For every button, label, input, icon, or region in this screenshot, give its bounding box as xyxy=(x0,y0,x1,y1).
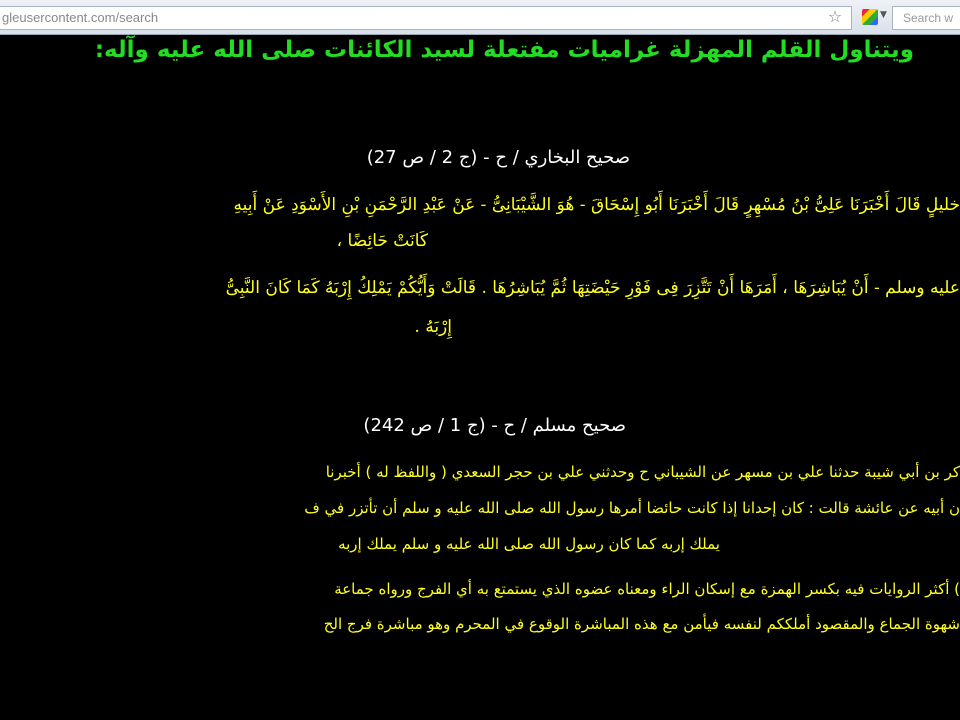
hadith-line: خليلٍ قَالَ أَخْبَرَنَا عَلِىُّ بْنُ مُسْهِرٍ قَالَ أَخْبَرَنَا أَبُو إِسْحَاقَ - هُوَ الشَّيْبَانِىُّ - عَنْ عَبْدِ الرَّحْمَنِ بْنِ الأَسْوَدِ عَنْ أَبِيهِ xyxy=(233,195,960,215)
bookmark-star-icon[interactable]: ☆ xyxy=(827,7,843,26)
hadith-line: إِرْبَهُ . xyxy=(414,317,452,337)
hadith-line: كر بن أبي شيبة حدثنا علي بن مسهر عن الشيباني ح وحدثني علي بن حجر السعدي ( واللفظ له ) أخبرنا xyxy=(325,463,960,481)
url-domain: gleusercontent.com/ xyxy=(2,10,120,25)
search-engine-icon[interactable] xyxy=(862,9,878,25)
hadith-line: ) أكثر الروايات فيه بكسر الهمزة مع إسكان الراء ومعناه عضوه الذي يستمتع به أي الفرج ورواه جماعة xyxy=(334,580,960,598)
search-input[interactable]: Search w xyxy=(892,6,960,30)
hadith-line: عليه وسلم - أَنْ يُبَاشِرَهَا ، أَمَرَهَا أَنْ تَتَّزِرَ فِى فَوْرِ حَيْضَتِهَا ثُمَّ يُبَاشِرُهَا . قَالَتْ وَأَيُّكُمْ يَمْلِكُ إِرْبَهُ كَمَا كَانَ النَّبِىُّ xyxy=(225,278,960,298)
chevron-down-icon[interactable]: ▼ xyxy=(880,10,887,20)
url-path: search xyxy=(119,10,159,25)
browser-toolbar xyxy=(0,0,960,35)
section-heading-muslim: صحيح مسلم / ح - (ج 1 / ص 242) xyxy=(363,415,626,436)
hadith-line: ن أبيه عن عائشة قالت : كان إحدانا إذا كانت حائضا أمرها رسول الله صلى الله عليه و سلم أن تأتزر في ف xyxy=(304,499,960,517)
hadith-line: كَانَتْ حَائِضًا ، xyxy=(336,231,428,251)
section-heading-bukhari: صحيح البخاري / ح - (ج 2 / ص 27) xyxy=(366,147,630,168)
hadith-line: شهوة الجماع والمقصود أملككم لنفسه فيأمن مع هذه المباشرة الوقوع في المحرم وهو مباشرة فرج الح xyxy=(323,615,960,633)
hadith-line: يملك إربه كما كان رسول الله صلى الله عليه و سلم يملك إربه xyxy=(338,535,720,553)
intro-text: ويتناول القلم المهزلة غراميات مفتعلة لسيد الكائنات صلى الله عليه وآله: xyxy=(94,37,914,63)
address-bar[interactable] xyxy=(0,6,852,30)
page-content xyxy=(0,35,960,720)
